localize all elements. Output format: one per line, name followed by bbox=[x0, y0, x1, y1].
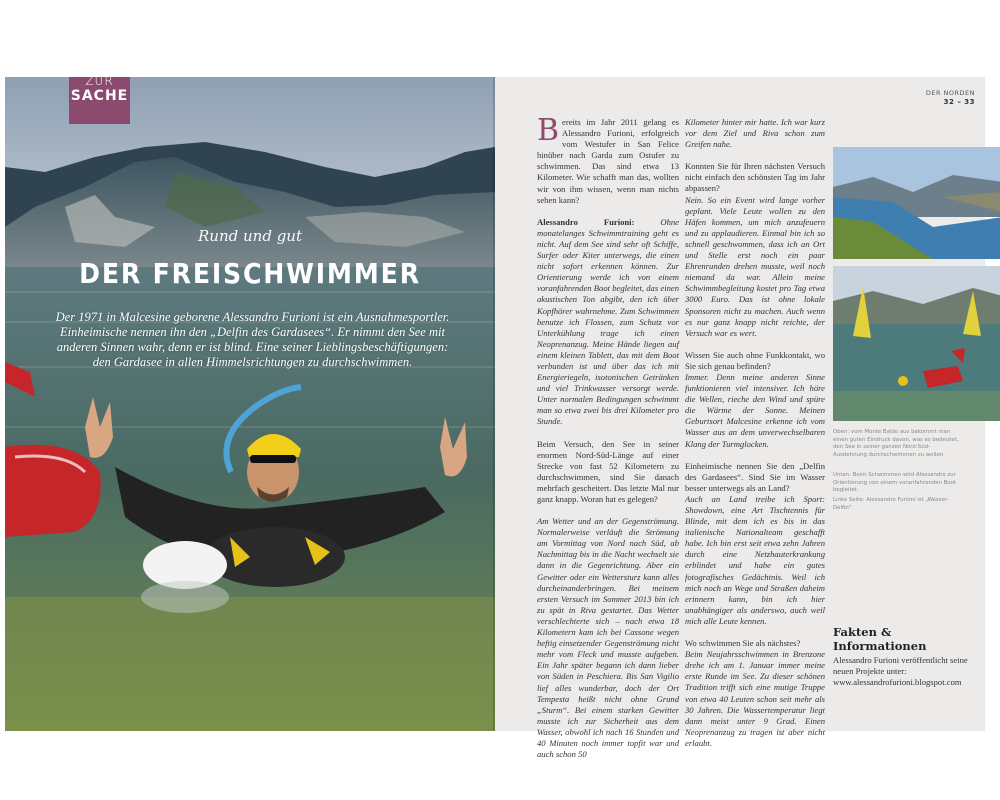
answer-text: Nein. So ein Event wird lange vorher geplant. Viele Leute wollen zu den Häfen kommen, um mich anzufeuern und zu applaudieren. Einmal bin ich so schnell geschwommen, dass ich an Ort und Stelle erst noch ein paar Ehrenrunden drehen musste, weil noch niemand da war. Allein meine Schwimmbegleitung kostet pro Tag etwa 3000 Euro. Das ist ohne lokale Sponsoren nicht zu machen. Auch wenn es nur ganz knapp nicht reichte, der Versuch war es wert. bbox=[685, 194, 825, 338]
kicker: Rund und gut bbox=[198, 227, 302, 245]
question-text: Einheimische nennen Sie den „Delfin des Gardasees“. Sind Sie im Wasser besser unterwegs als an Land? bbox=[685, 460, 825, 493]
question-text: Konnten Sie für Ihren nächsten Versuch nicht einfach den schönsten Tag im Jahr abpassen? bbox=[685, 161, 825, 194]
left-page-photo bbox=[5, 77, 495, 731]
caption-top: Oben: vom Monte Baldo aus bekommt man einen guten Eindruck davon, was es bedeutet, den See in seiner ganzen Nord-Süd-Ausdehnung durchschwimmen zu wollen. bbox=[833, 429, 959, 458]
answer-text: Immer. Denn meine anderen Sinne funktionieren viel intensiver. Ich höre die Wellen, rieche den Wind und spüre die Wärme der Sonne. Meinen Geburtsort Malcesine erkenne ich vom Wasser aus an dem unverwechselbaren Klang der Turmglocken. bbox=[685, 371, 825, 449]
right-page bbox=[495, 77, 985, 760]
facts-heading: Fakten & Informationen bbox=[833, 625, 927, 653]
question-text: Wissen Sie auch ohne Funkkontakt, wo Sie sich genau befinden? bbox=[685, 349, 825, 371]
caption-left-page: Linke Seite: Alessandro Furioni ist „Wasser-Delfin“ bbox=[833, 497, 949, 511]
drop-cap: B bbox=[537, 113, 560, 148]
swimmer-photo bbox=[5, 77, 495, 731]
answer-text: Ohne monatelanges Schwimmtraining geht es nicht. Auf dem See sind sehr oft Schiffe, Surfer oder Kiter unterwegs, die einen nicht sofort erkennen können. Zur Orientierung werde ich von einem voranfahrenden Boot begleitet, das einen akustischen Ton abgibt, den ich über Kopfhörer wahrnehme. Zum Schwimmen benutze ich Flossen, zum Schutz vor Unterkühlung trage ich einen Neoprenanzug. Meine Hände liegen auf einem kleinen Tablett, das mit dem Boot verbunden ist und über das ich mit Energieriegeln, isotonischen Getränken und viel Trinkwasser versorgt werde. Unter normalen Bedingungen schwimmt man so etwa zwei bis drei Kilometer pro Stunde. bbox=[537, 216, 679, 427]
page-numbers: 32 – 33 bbox=[943, 98, 975, 106]
answer-text: Beim Neujahrsschwimmen in Brenzone drehe ich am 1. Januar immer meine erste Runde im See. Zu dieser schönen Tradition trifft sich eine mutige Truppe von etwa 40 Leuten schon seit mehr als 30 Jahren. Die Wassertemperatur liegt dann meist unter 9 Grad. Einen Neoprenanzug zu tragen ist aber nicht erlaubt. bbox=[685, 649, 825, 748]
text-column-2 bbox=[685, 117, 825, 760]
question-text: Wo schwimmen Sie als nächstes? bbox=[685, 638, 801, 649]
text-column-1 bbox=[537, 113, 679, 771]
section-tag bbox=[69, 77, 130, 124]
magazine-spread bbox=[5, 77, 985, 760]
runner-section: DER NORDEN bbox=[925, 89, 975, 97]
answer-text: Am Wetter und an der Gegenströmung. Normalerweise verläuft die Strömung am Vormittag von Nord nach Süd, ab Nachmittag bis in die Nacht wechselt sie dann in die Gegenrichtung. Aber ein Gewitter oder ein Wettersturz kann alles durcheinanderbringen. Bei meinem ersten Versuch im Sommer 2013 bin ich zu spät in Riva gestartet. Das Wetter verschlechterte sich – nach etwa 18 Kilometern kam ich bei Cassone wegen heftig einsetzender Gegenströmung nicht mehr vom Fleck und musste aufgeben. Ein Jahr später begann ich dann lieber von Süden in Peschiera. Bis San Vigilio lief alles wunderbar, doch der Ort Tempesta heißt nicht ohne Grund „Sturm“. Bei einem starken Gewitter musste ich zur Sicherheit aus dem Wasser, obwohl ich nach 16 Stunden und 40 Minuten noch immer topfit war und auch schon 50 bbox=[537, 516, 679, 760]
speaker-name: Alessandro Furioni: bbox=[537, 216, 635, 227]
intro-text: ereits im Jahr 2011 gelang es Alessandro Furioni, erfolgreich vom Westufer in San Felice hinüber nach Garda zum Ostufer zu schwimmen. Das sind etwa 13 Kilometer. Wie schafft man das, wollten wir von ihm wissen, wenn man nichts sehen kann? bbox=[537, 117, 679, 205]
section-tag-line1: ZUR bbox=[85, 77, 114, 88]
answer-text: Kilometer hinter mir hatte. Ich war kurz vor dem Ziel und Riva schon zum Greifen nahe. bbox=[685, 117, 825, 150]
section-tag-line2: SACHE bbox=[70, 88, 129, 104]
caption-bottom: Unten: Beim Schwimmen wird Alessandro zur Orientierung von einem voranfahrenden Boot begleitet. bbox=[833, 472, 957, 493]
article-lead: Der 1971 in Malcesine geborene Alessandro Furioni ist ein Ausnahmesportler. Einheimische nennen ihn den „Delfin des Gardasees“. Er nimmt den See mit anderen Sinnen wahr, denn er ist blind. Eine seiner Lieblingsbeschäftigungen: den Gardasee in allen Himmelsrichtungen zu durchschwimmen. bbox=[55, 310, 450, 369]
answer-text: Auch an Land treibe ich Sport: Showdown, eine Art Tischtennis für Blinde, mit dem ich es bis in das italienische Nationalteam geschafft habe. Ich bin erst seit etwa zehn Jahren durch eine Netzhauterkrankung erblindet und habe ein gutes fotografisches Gedächtnis. Weil ich mich noch an Wege und Straßen daheim erinnern kann, bin ich hier unabhängiger als anderswo, auch weil mich alle Leute kennen. bbox=[685, 493, 825, 626]
facts-text: Alessandro Furioni veröffentlicht seine neuen Projekte unter: www.alessandrofurioni.blogspot.com bbox=[833, 655, 968, 687]
running-header bbox=[926, 89, 975, 107]
question-text: Beim Versuch, den See in seiner enormen Nord-Süd-Länge auf einer Strecke von fast 52 Kilometern zu durchschwimmen, sind Sie danach mehrfach gescheitert. Das letzte Mal nur ganz knapp. Woran hat es gelegen? bbox=[537, 438, 679, 504]
boat-photo bbox=[833, 266, 1000, 421]
article-headline: DER FREISCHWIMMER bbox=[79, 257, 421, 290]
lake-view-photo bbox=[833, 147, 1000, 259]
